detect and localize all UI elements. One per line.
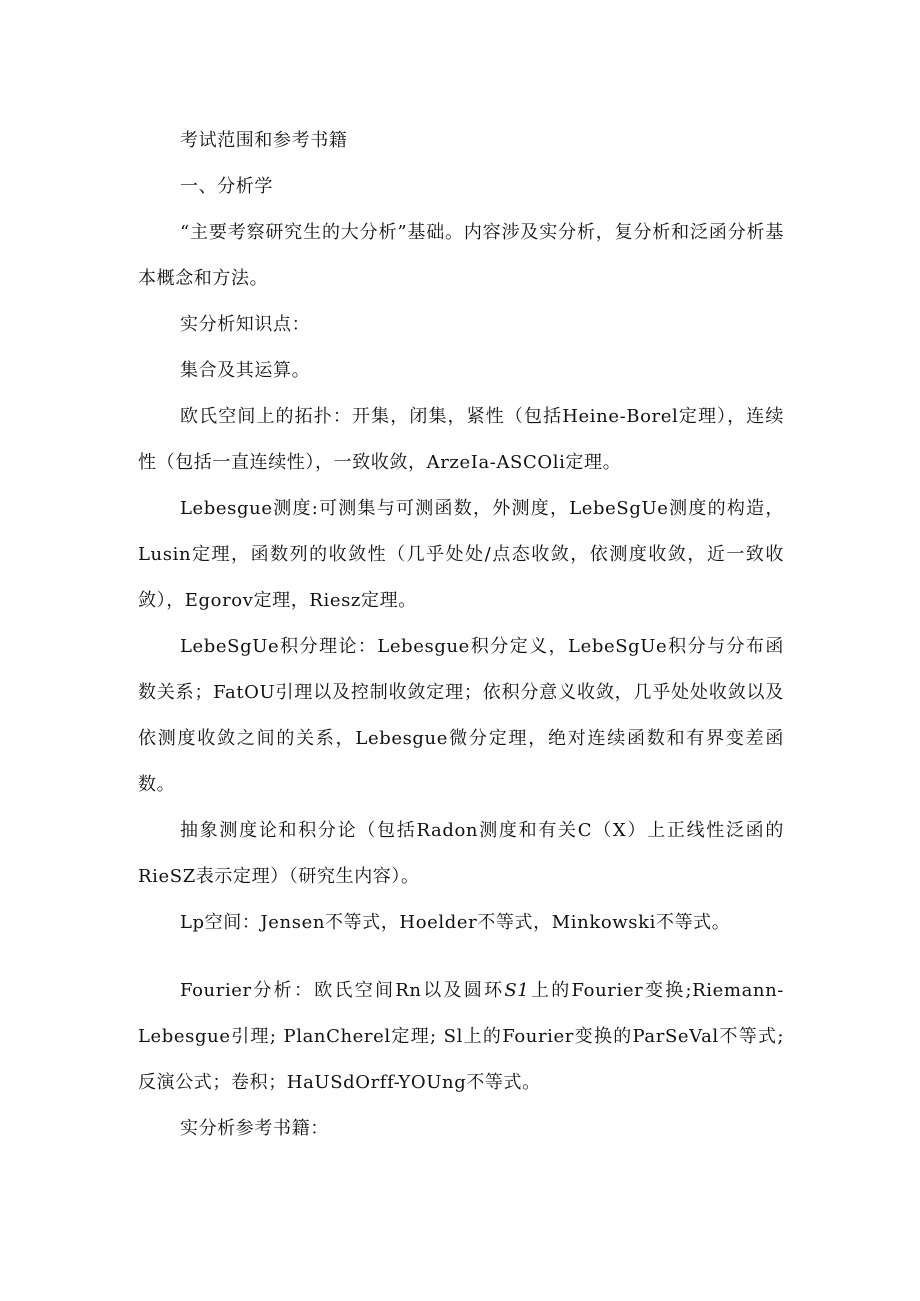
intro-paragraph: “主要考察研究生的大分析”基础。内容涉及实分析，复分析和泛函分析基本概念和方法。 xyxy=(138,222,784,289)
real-analysis-points-label: 实分析知识点： xyxy=(180,314,311,335)
item-topology: 欧氏空间上的拓扑：开集，闭集，紧性（包括Heine-Borel定理），连续性（包括一直连续性），一致收敛，ArzeIa-ASCOli定理。 xyxy=(138,406,784,473)
item-abstract-measure: 抽象测度论和积分论（包括Radon测度和有关C（X）上正线性泛函的RieSZ表示定理）（研究生内容）。 xyxy=(138,820,784,887)
document-title: 考试范围和参考书籍 xyxy=(180,130,348,151)
fourier-symbol: S1 xyxy=(504,980,530,1001)
fourier-text-before: Fourier分析：欧氏空间Rn以及圆环 xyxy=(180,980,505,1001)
fourier-text-after: 上的Fourier变换;Riemann-Lebesgue引理; PlanCherel定理; Sl上的Fourier变换的ParSeVal不等式;反演公式；卷积；HaUSdOrff-YOUng不等式。 xyxy=(138,980,784,1093)
section-heading: 一、分析学 xyxy=(180,176,273,197)
item-sets: 集合及其运算。 xyxy=(180,360,311,381)
item-integration: LebeSgUe积分理论：Lebesgue积分定义，LebeSgUe积分与分布函数关系；FatOU引理以及控制收敛定理；依积分意义收敛，几乎处处收敛以及依测度收敛之间的关系，Lebesgue微分定理，绝对连续函数和有界变差函数。 xyxy=(138,636,784,795)
item-measure: Lebesgue测度:可测集与可测函数，外测度，LebeSgUe测度的构造，Lusin定理，函数列的收敛性（几乎处处/点态收敛，依测度收敛，近一致收敛），Egorov定理，Riesz定理。 xyxy=(138,498,784,611)
document-body xyxy=(138,118,784,1152)
item-lp-spaces: Lp空间：Jensen不等式，Hoelder不等式，Minkowski不等式。 xyxy=(180,912,731,933)
item-fourier xyxy=(138,968,784,1106)
references-label: 实分析参考书籍： xyxy=(180,1118,329,1139)
